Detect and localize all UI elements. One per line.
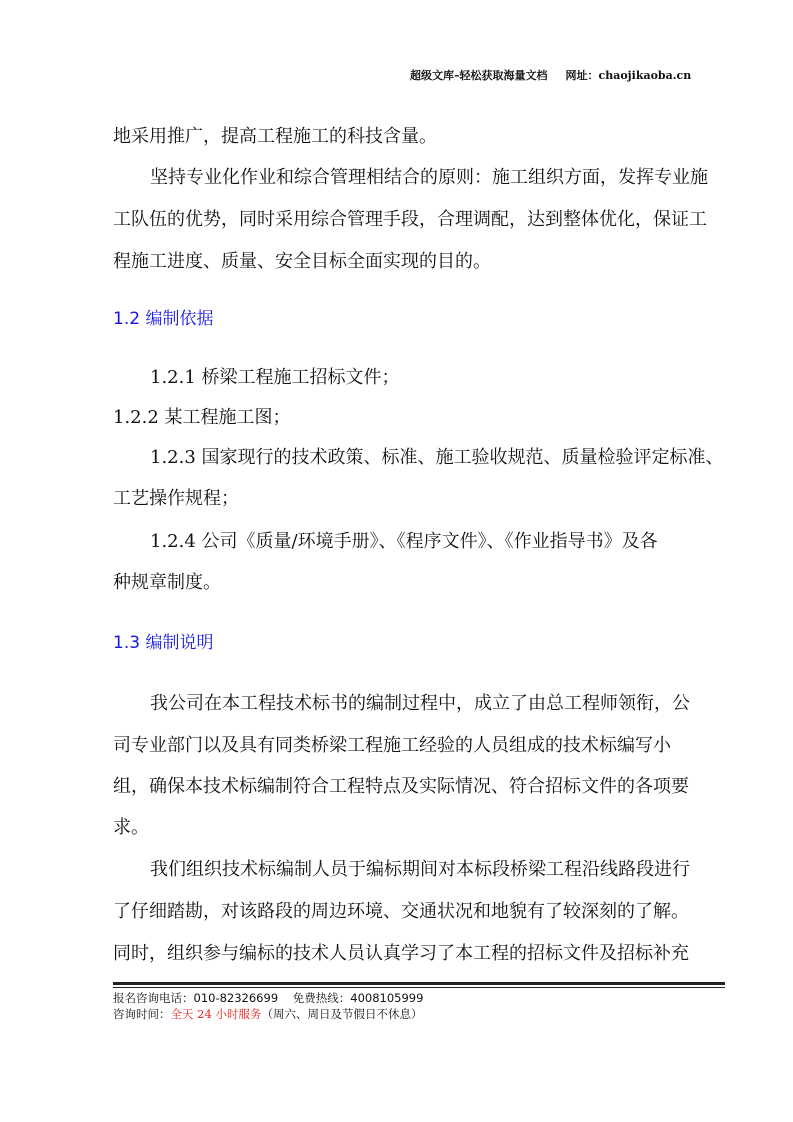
paragraph-line: 了仔细踏勘，对该路段的周边环境、交通状况和地貌有了较深刻的了解。: [113, 901, 689, 922]
hotline-label: 免费热线：: [292, 991, 351, 1005]
basis-item: 1.2.1 桥梁工程施工招标文件；: [150, 367, 400, 388]
section-heading-1-3: 1.3 编制说明: [113, 633, 214, 653]
basis-item: 1.2.3 国家现行的技术政策、标准、施工验收规范、质量检验评定标准、: [150, 447, 724, 468]
basis-item: 1.2.4 公司《质量/环境手册》、《程序文件》、《作业指导书》及各: [150, 531, 658, 552]
phone-label: 报名咨询电话：: [113, 991, 194, 1005]
basis-item: 工艺操作规程；: [113, 488, 239, 509]
header-site: 超级文库–轻松获取海量文档: [410, 69, 548, 82]
time-note: （周六、周日及节假日不休息）: [261, 1007, 423, 1021]
basis-item: 种规章制度。: [113, 572, 221, 593]
phone-number: 010-82326699: [193, 991, 279, 1005]
paragraph-line: 地采用推广，提高工程施工的科技含量。: [113, 126, 437, 147]
footer-rule: [113, 982, 725, 985]
paragraph-line: 组，确保本技术标编制符合工程特点及实际情况、符合招标文件的各项要: [113, 776, 689, 797]
paragraph-line: 工队伍的优势，同时采用综合管理手段，合理调配，达到整体优化，保证工: [113, 209, 707, 230]
paragraph-line: 我们组织技术标编制人员于编标期间对本标段桥梁工程沿线路段进行: [150, 859, 690, 880]
footer-hours: [113, 1006, 422, 1022]
page-header: [410, 67, 691, 83]
time-label: 咨询时间：: [113, 1007, 171, 1021]
paragraph-line: 同时，组织参与编标的技术人员认真学习了本工程的招标文件及招标补充: [113, 943, 689, 964]
paragraph-line: 司专业部门以及具有同类桥梁工程施工经验的人员组成的技术标编写小: [113, 735, 671, 756]
footer-contact: [113, 990, 423, 1006]
section-heading-1-2: 1.2 编制依据: [113, 309, 214, 329]
hotline-number: 4008105999: [350, 991, 424, 1005]
header-url: 网址：chaojikaoba.cn: [565, 69, 692, 82]
footer-rule-thin: [113, 987, 725, 988]
paragraph-line: 坚持专业化作业和综合管理相结合的原则：施工组织方面，发挥专业施: [150, 167, 708, 188]
basis-item: 1.2.2 某工程施工图；: [113, 407, 291, 428]
paragraph-line: 程施工进度、质量、安全目标全面实现的目的。: [113, 251, 491, 272]
time-highlight: 全天 24 小时服务: [170, 1007, 262, 1021]
paragraph-line: 求。: [113, 817, 149, 838]
paragraph-line: 我公司在本工程技术标书的编制过程中，成立了由总工程师领衔，公: [150, 693, 690, 714]
